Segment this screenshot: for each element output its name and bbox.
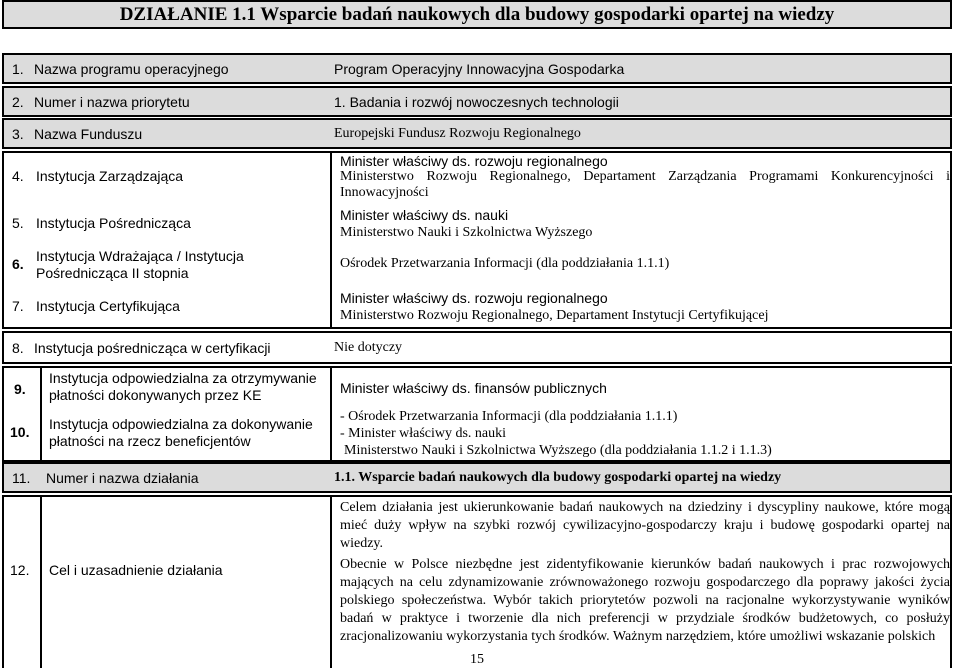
row-value: Program Operacyjny Innowacyjna Gospodarka (334, 60, 625, 77)
row-label: Numer i nazwa priorytetu (34, 93, 190, 110)
row-label: Instytucja Certyfikująca (36, 298, 180, 314)
row-label: Cel i uzasadnienie działania (49, 562, 223, 578)
row-number: 5. (12, 215, 24, 231)
row-label: Instytucja odpowiedzialna za dokonywanie płatności na rzecz beneficjentów (49, 416, 313, 449)
page-title: DZIAŁANIE 1.1 Wsparcie badań naukowych dla budowy gospodarki opartej na wiedzy (2, 0, 952, 29)
row-priority (2, 86, 952, 117)
goal-paragraph-2: Obecnie w Polsce niezbędne jest zidentyfikowanie kierunków badań naukowych i prac rozwojowych mających na celu zdynamizowanie zrównoważonego rozwoju gospodarczego dla poprawy jakości życia polskiego społeczeństwa. Wybór takich priorytetów pozwoli na racjonalne wykorzystywanie wyników badań w praktyce i tworzenie dla nich preferencji w przydziale środków budżetowych, co posłuży zracjonalizowaniu wykorzystania tych środków. Ważnym narzędziem, które umożliwi wskazanie polskich (340, 557, 950, 644)
row-number: 10. (10, 424, 30, 440)
row-value: 1.1. Wsparcie badań naukowych dla budowy gospodarki opartej na wiedzy (334, 469, 782, 485)
row-label: Instytucja odpowiedzialna za otrzymywanie płatności dokonywanych przez KE (49, 370, 317, 403)
row-number: 1. (12, 60, 24, 77)
row-action (2, 462, 952, 493)
row-number: 9. (14, 381, 26, 397)
row-certification-intermediary (2, 331, 952, 364)
row-number: 4. (12, 168, 24, 184)
row-number: 6. (12, 256, 24, 272)
row-label: Instytucja Wdrażająca / Instytucja Pośrednicząca II stopnia (36, 248, 244, 281)
row-value: Minister właściwy ds. nauki Ministerstwo Nauki i Szkolnictwa Wyższego (340, 207, 593, 240)
row-label: Nazwa Funduszu (34, 125, 143, 142)
row-value: Minister właściwy ds. finansów publicznych (340, 380, 607, 396)
row-number: 8. (12, 339, 24, 356)
row-program (2, 53, 952, 84)
row-number: 2. (12, 93, 24, 110)
row-number: 12. (10, 562, 30, 578)
row-label: Numer i nazwa działania (46, 469, 199, 486)
row-value: Europejski Fundusz Rozwoju Regionalnego (334, 125, 581, 141)
row-value: Minister właściwy ds. rozwoju regionalnego Ministerstwo Rozwoju Regionalnego, Departament Instytucji Certyfikującej (340, 290, 769, 323)
row-number: 3. (12, 125, 24, 142)
row-value: Minister właściwy ds. rozwoju regionalnego Ministerstwo Rozwoju Regionalnego, Departament Zarządzania Programami Konkurencyjności i Innowacyjności (340, 153, 950, 200)
row-fund (2, 118, 952, 149)
page-number: 15 (470, 652, 484, 667)
row-value: Nie dotyczy (334, 339, 403, 355)
goal-paragraph-1: Celem działania jest ukierunkowanie badań naukowych na dziedziny i dyscypliny naukowe, które mogą mieć duży wpływ na szybki rozwój cywilizacyjno-gospodarczy kraju i budowę gospodarki opartej na wiedzy. (340, 500, 950, 551)
row-number: 11. (12, 469, 31, 486)
row-label: Instytucja Pośrednicząca (36, 215, 191, 231)
row-label: Nazwa programu operacyjnego (34, 60, 229, 77)
row-value: - Ośrodek Przetwarzania Informacji (dla poddziałania 1.1.1) - Minister właściwy ds. nauki Ministerstwo Nauki i Szkolnictwa Wyższego (dla poddziałania 1.1.2 i 1.1.3) (340, 409, 772, 458)
row-number: 7. (12, 298, 24, 314)
row-value: Ośrodek Przetwarzania Informacji (dla poddziałania 1.1.1) (340, 256, 670, 271)
row-label: Instytucja Zarządzająca (36, 168, 184, 184)
row-value: 1. Badania i rozwój nowoczesnych technologii (334, 93, 619, 110)
row-label: Instytucja pośrednicząca w certyfikacji (34, 339, 271, 356)
